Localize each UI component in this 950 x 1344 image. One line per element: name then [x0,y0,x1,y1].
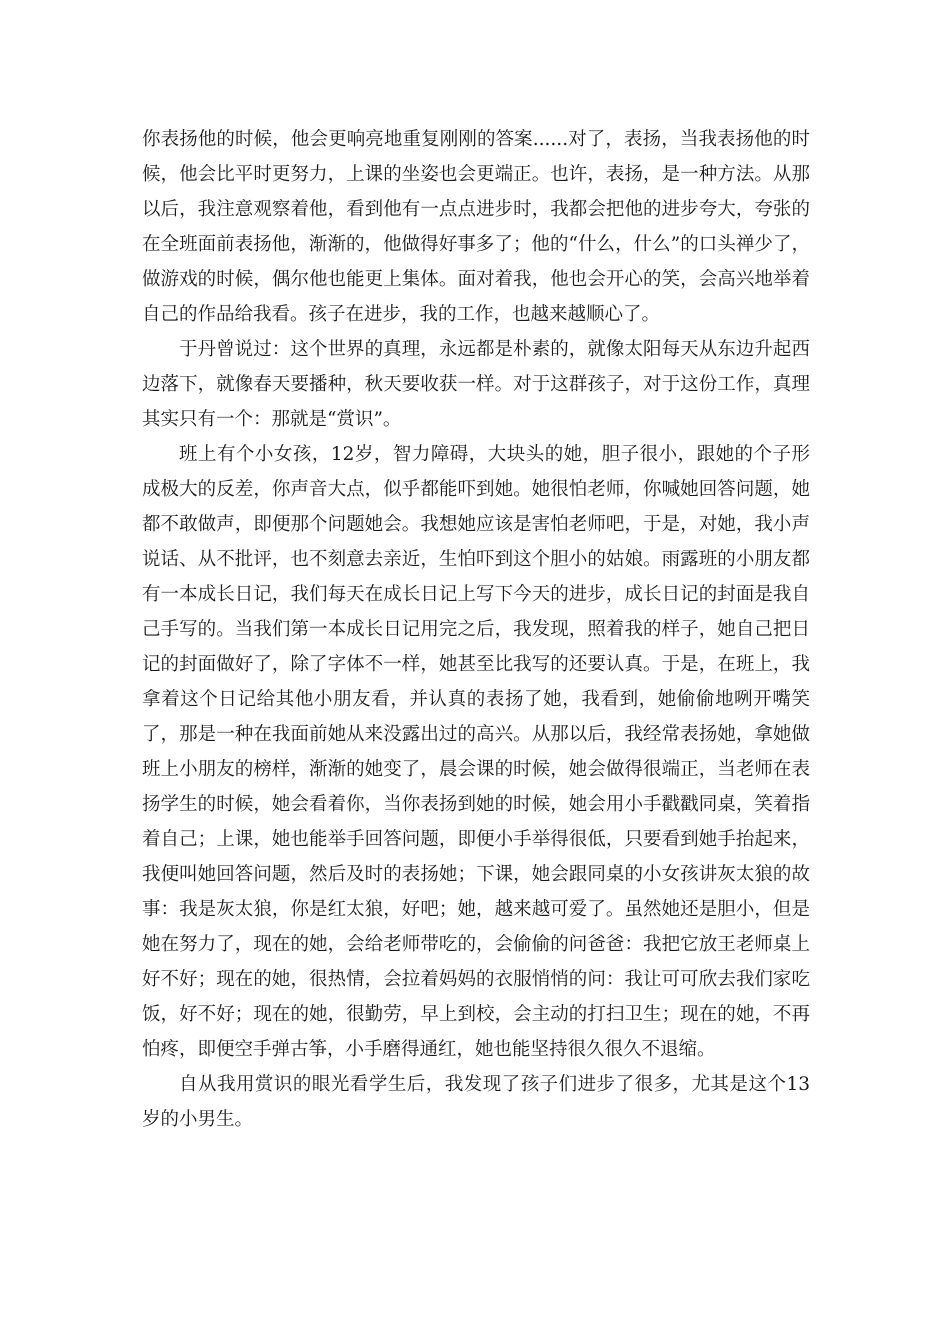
paragraph-4: 自从我用赏识的眼光看学生后，我发现了孩子们进步了很多，尤其是这个13岁的小男生。 [142,1074,810,1130]
paragraph-1: 你表扬他的时候，他会更响亮地重复刚刚的答案......对了，表扬，当我表扬他的时候，他会比平时更努力，上课的坐姿也会更端正。也许，表扬，是一种方法。从那以后，我注意观察着他，看到他有一点点进步时，我都会把他的进步夸大，夸张的在全班面前表扬他，渐渐的，他做得好事多了；他的“什么，什么”的口头禅少了，做游戏的时候，偶尔他也能更上集体。面对着我，他也会开心的笑，会高兴地举着自己的作品给我看。孩子在进步，我的工作，也越来越顺心了。 [142,129,810,325]
document-body [142,122,810,1137]
paragraph-2: 于丹曾说过：这个世界的真理，永远都是朴素的，就像太阳每天从东边升起西边落下，就像春天要播种，秋天要收获一样。对于这群孩子，对于这份工作，真理其实只有一个：那就是“赏识”。 [142,339,810,430]
paragraph-3: 班上有个小女孩，12岁，智力障碍，大块头的她，胆子很小，跟她的个子形成极大的反差，你声音大点，似乎都能吓到她。她很怕老师，你喊她回答问题，她都不敢做声，即便那个问题她会。我想她应该是害怕老师吧，于是，对她，我小声说话、从不批评，也不刻意去亲近，生怕吓到这个胆小的姑娘。雨露班的小朋友都有一本成长日记，我们每天在成长日记上写下今天的进步，成长日记的封面是我自己手写的。当我们第一本成长日记用完之后，我发现，照着我的样子，她自己把日记的封面做好了，除了字体不一样，她甚至比我写的还要认真。于是，在班上，我拿着这个日记给其他小朋友看，并认真的表扬了她，我看到，她偷偷地咧开嘴笑了，那是一种在我面前她从来没露出过的高兴。从那以后，我经常表扬她，拿她做班上小朋友的榜样，渐渐的她变了，晨会课的时候，她会做得很端正，当老师在表扬学生的时候，她会看着你，当你表扬到她的时候，她会用小手戳戳同桌，笑着指着自己；上课，她也能举手回答问题，即便小手举得很低，只要看到她手抬起来，我便叫她回答问题，然后及时的表扬她；下课，她会跟同桌的小女孩讲灰太狼的故事：我是灰太狼，你是红太狼，好吧；她，越来越可爱了。虽然她还是胆小，但是她在努力了，现在的她，会给老师带吃的，会偷偷的问爸爸：我把它放王老师桌上好不好；现在的她，很热情，会拉着妈妈的衣服悄悄的问：我让可可欣去我们家吃饭，好不好；现在的她，很勤劳，早上到校，会主动的打扫卫生；现在的她，不再怕疼，即便空手弹古筝，小手磨得通红，她也能坚持很久很久不退缩。 [142,444,810,1060]
